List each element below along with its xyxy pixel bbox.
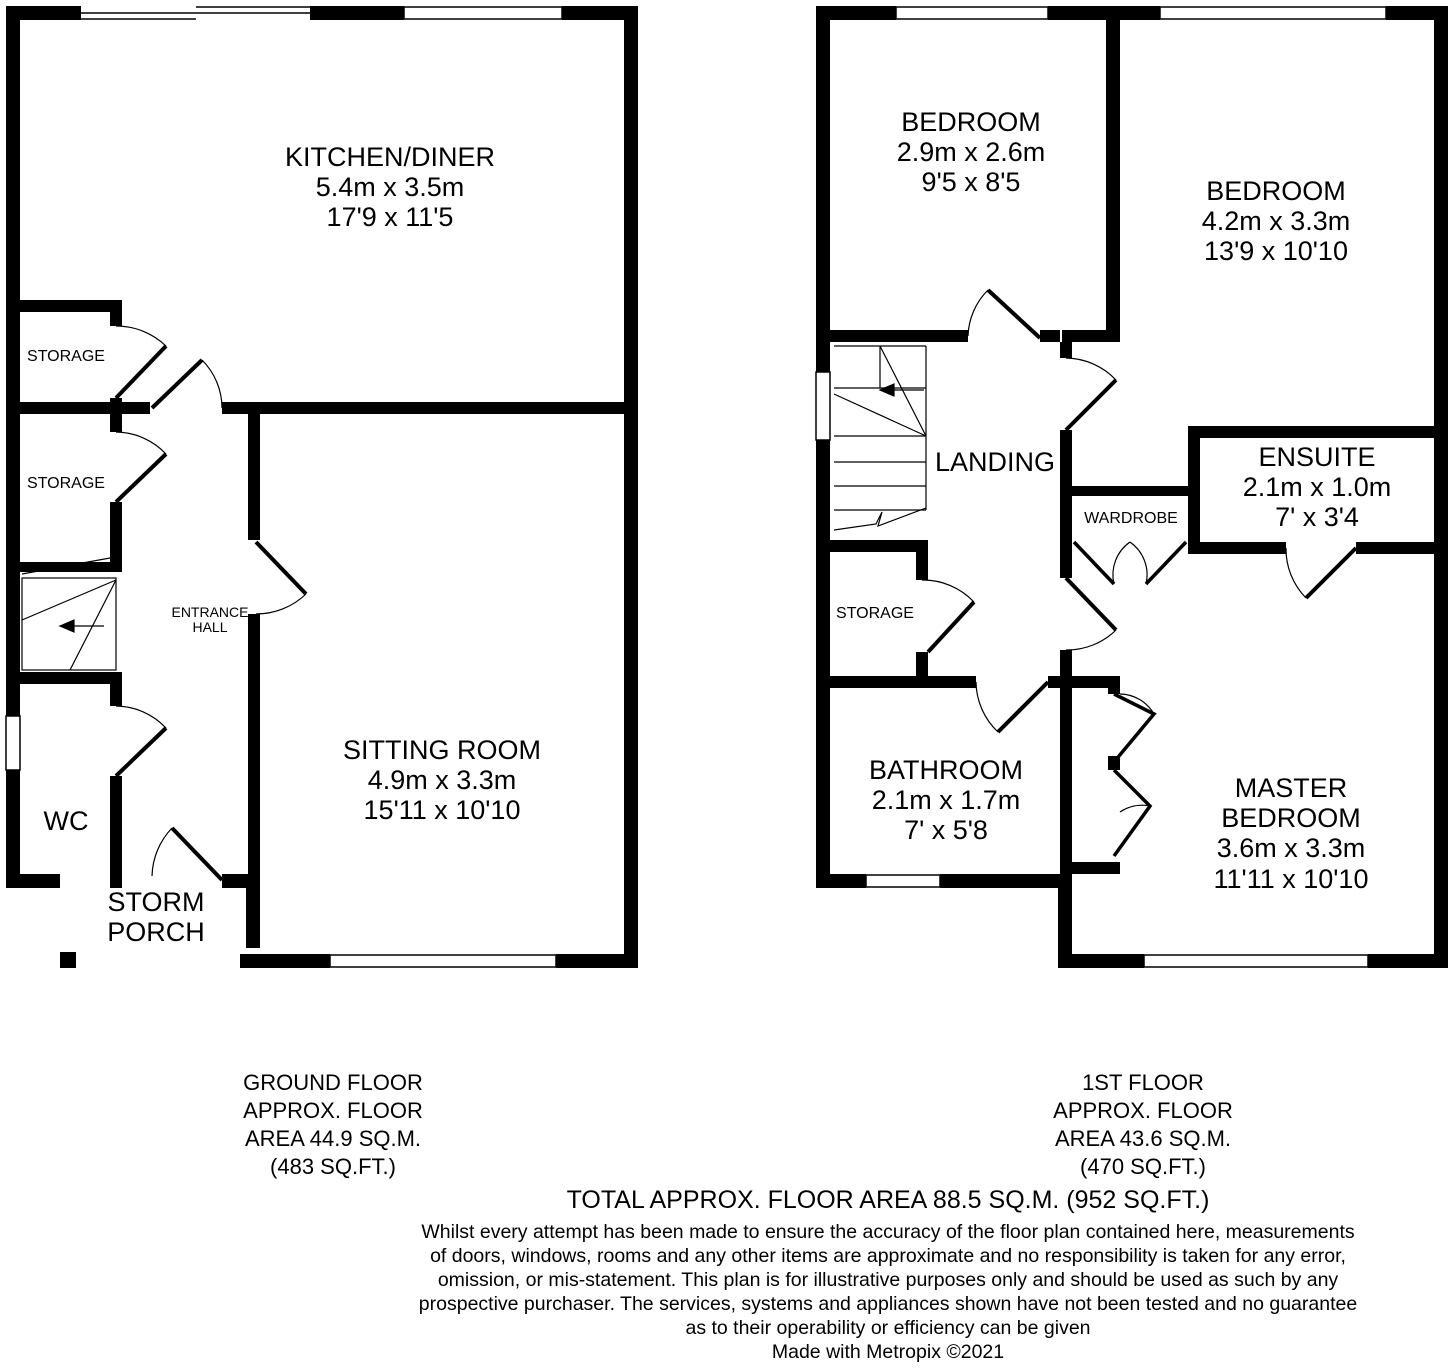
first-floor-area <box>993 1069 1293 1181</box>
credit: Made with Metropix ©2021 <box>771 1341 1005 1363</box>
room-name: LANDING <box>934 447 1056 477</box>
room-name: WC <box>43 806 89 836</box>
room-bedroom-large <box>1126 176 1426 267</box>
ground-floor-line4: (483 SQ.FT.) <box>270 1154 396 1179</box>
room-ensuite <box>1202 442 1432 533</box>
room-name: BEDROOM <box>1206 176 1346 206</box>
first-floor-stairs <box>834 346 926 530</box>
room-size-imperial: 13'9 x 10'10 <box>1204 236 1348 267</box>
room-name-line1: STORM <box>107 887 205 917</box>
ground-floor-area <box>183 1069 483 1181</box>
room-name: BEDROOM <box>901 107 1041 137</box>
room-size-metric: 4.2m x 3.3m <box>1201 206 1351 237</box>
room-name: STORAGE <box>27 348 105 365</box>
disclaimer-line: of doors, windows, rooms and any other items are approximate and no responsibility is taken for any error, <box>430 1245 1346 1267</box>
room-size-imperial: 7' x 3'4 <box>1275 502 1359 533</box>
ground-floor-title: GROUND FLOOR <box>243 1070 423 1095</box>
ground-floor-line2: APPROX. FLOOR <box>243 1098 423 1123</box>
ground-floor-line3: AREA 44.9 SQ.M. <box>244 1126 422 1151</box>
room-size-imperial: 11'11 x 10'10 <box>1213 863 1369 894</box>
room-size-imperial: 17'9 x 11'5 <box>326 202 454 233</box>
first-floor-line3: AREA 43.6 SQ.M. <box>1054 1126 1232 1151</box>
first-floor-title: 1ST FLOOR <box>1082 1070 1204 1095</box>
room-kitchen-diner <box>230 142 550 233</box>
room-size-metric: 5.4m x 3.5m <box>315 172 465 203</box>
disclaimer <box>340 1220 1436 1364</box>
room-storage-mid <box>20 475 112 493</box>
room-bedroom-small <box>840 107 1102 198</box>
total-floor-area: TOTAL APPROX. FLOOR AREA 88.5 SQ.M. (952 SQ.FT.) <box>566 1186 1210 1214</box>
room-name-line1: MASTER <box>1234 773 1348 803</box>
room-name: SITTING ROOM <box>343 735 541 765</box>
disclaimer-line: Whilst every attempt has been made to ensure the accuracy of the floor plan contained here, measurements <box>421 1221 1355 1243</box>
room-storm-porch <box>86 887 226 947</box>
ground-floor-stairs <box>22 558 116 670</box>
room-size-metric: 4.9m x 3.3m <box>367 765 517 796</box>
room-storage-first <box>830 605 920 623</box>
room-size-imperial: 9'5 x 8'5 <box>921 167 1021 198</box>
room-size-imperial: 15'11 x 10'10 <box>363 795 521 826</box>
room-name: KITCHEN/DINER <box>284 142 495 172</box>
room-name: STORAGE <box>27 475 105 492</box>
room-name: WARDROBE <box>1084 510 1178 527</box>
room-name: STORAGE <box>836 605 914 622</box>
room-name-line1: ENTRANCE <box>171 604 249 620</box>
room-name: BATHROOM <box>869 755 1023 785</box>
room-name: ENSUITE <box>1258 442 1376 472</box>
room-name-line2: HALL <box>192 619 228 636</box>
room-landing <box>930 447 1060 477</box>
room-name-line2: PORCH <box>107 917 205 948</box>
room-name-line2: BEDROOM <box>1221 803 1361 834</box>
room-size-imperial: 7' x 5'8 <box>904 815 988 846</box>
room-size-metric: 2.1m x 1.7m <box>871 785 1021 816</box>
room-wc <box>22 806 110 836</box>
room-storage-top <box>20 348 112 366</box>
room-bathroom <box>832 755 1060 846</box>
sliding-door <box>81 7 310 19</box>
first-floor-line2: APPROX. FLOOR <box>1053 1098 1233 1123</box>
room-size-metric: 3.6m x 3.3m <box>1216 833 1366 864</box>
room-wardrobe <box>1070 510 1192 528</box>
first-floor-line4: (470 SQ.FT.) <box>1080 1154 1206 1179</box>
room-sitting-room <box>290 735 594 826</box>
room-master-bedroom <box>1162 773 1420 894</box>
disclaimer-line: omission, or mis-statement. This plan is for illustrative purposes only and should be used as such by any <box>437 1269 1339 1291</box>
room-size-metric: 2.9m x 2.6m <box>896 137 1046 168</box>
disclaimer-line: prospective purchaser. The services, systems and appliances shown have not been tested and no guarantee <box>418 1293 1358 1315</box>
room-size-metric: 2.1m x 1.0m <box>1242 472 1392 503</box>
disclaimer-line: as to their operability or efficiency can be given <box>685 1317 1091 1339</box>
room-entrance-hall <box>160 605 260 636</box>
